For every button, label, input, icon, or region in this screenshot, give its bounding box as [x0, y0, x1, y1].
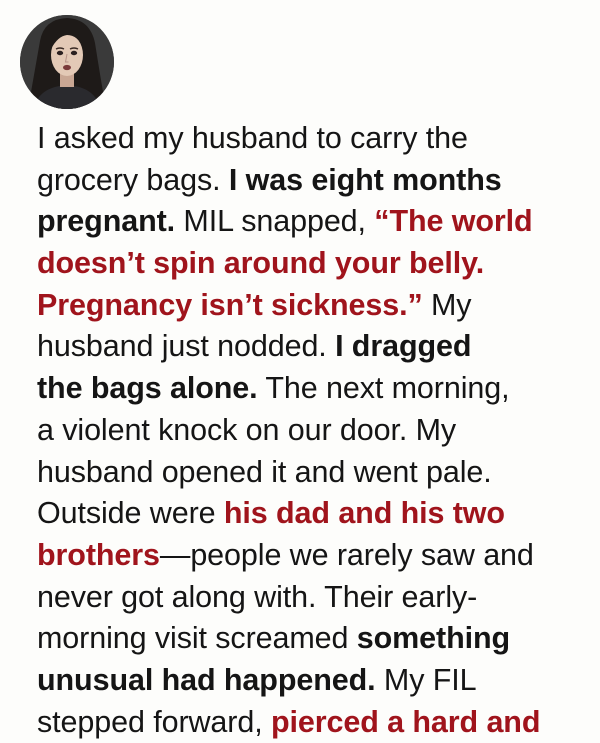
story-line	[37, 368, 597, 410]
story-line	[37, 160, 597, 202]
story-bold-text: something	[356, 621, 511, 656]
story-line	[37, 493, 597, 535]
story-line	[37, 285, 597, 327]
story-text-run: a violent knock on our door. My	[37, 412, 457, 447]
story-bold-text: the bags alone.	[37, 371, 258, 406]
story-bold-text: I was eight months	[228, 162, 502, 197]
story-text-run: never got along with. Their early-	[37, 579, 478, 614]
woman-portrait-icon	[20, 15, 114, 109]
story-highlight-text: pierced a hard and	[270, 704, 541, 739]
story-text	[37, 118, 597, 743]
story-highlight-text: doesn’t spin around your belly.	[37, 246, 485, 281]
story-text-run: husband just nodded.	[37, 329, 336, 364]
story-highlight-text: brothers	[37, 537, 160, 572]
story-line	[37, 660, 597, 702]
story-highlight-text: Pregnancy isn’t sickness.”	[37, 287, 423, 322]
story-text-run: Outside were	[37, 496, 224, 531]
story-bold-text: I dragged	[335, 329, 472, 364]
story-text-run: —people we rarely saw and	[159, 537, 534, 572]
avatar	[20, 15, 114, 109]
story-text-run: stepped forward,	[37, 704, 271, 739]
story-text-run: MIL snapped,	[175, 204, 375, 239]
story-line	[37, 452, 597, 494]
story-line	[37, 118, 597, 160]
story-bold-text: unusual had happened.	[37, 662, 376, 697]
story-text-run: My FIL	[375, 662, 477, 697]
story-text-run: My	[422, 287, 472, 322]
story-line	[37, 702, 597, 743]
story-highlight-text: his dad and his two	[223, 496, 505, 531]
story-line	[37, 618, 597, 660]
story-text-run: The next morning,	[257, 371, 510, 406]
story-text-run: husband opened it and went pale.	[37, 454, 492, 489]
story-highlight-text: “The world	[374, 204, 533, 239]
story-line	[37, 243, 597, 285]
story-text-run: grocery bags.	[37, 162, 229, 197]
story-line	[37, 201, 597, 243]
story-text-run: I asked my husband to carry the	[37, 121, 468, 155]
story-line	[37, 535, 597, 577]
story-line	[37, 326, 597, 368]
story-line	[37, 410, 597, 452]
story-line	[37, 577, 597, 619]
story-text-run: morning visit screamed	[37, 621, 357, 656]
story-bold-text: pregnant.	[37, 204, 176, 239]
